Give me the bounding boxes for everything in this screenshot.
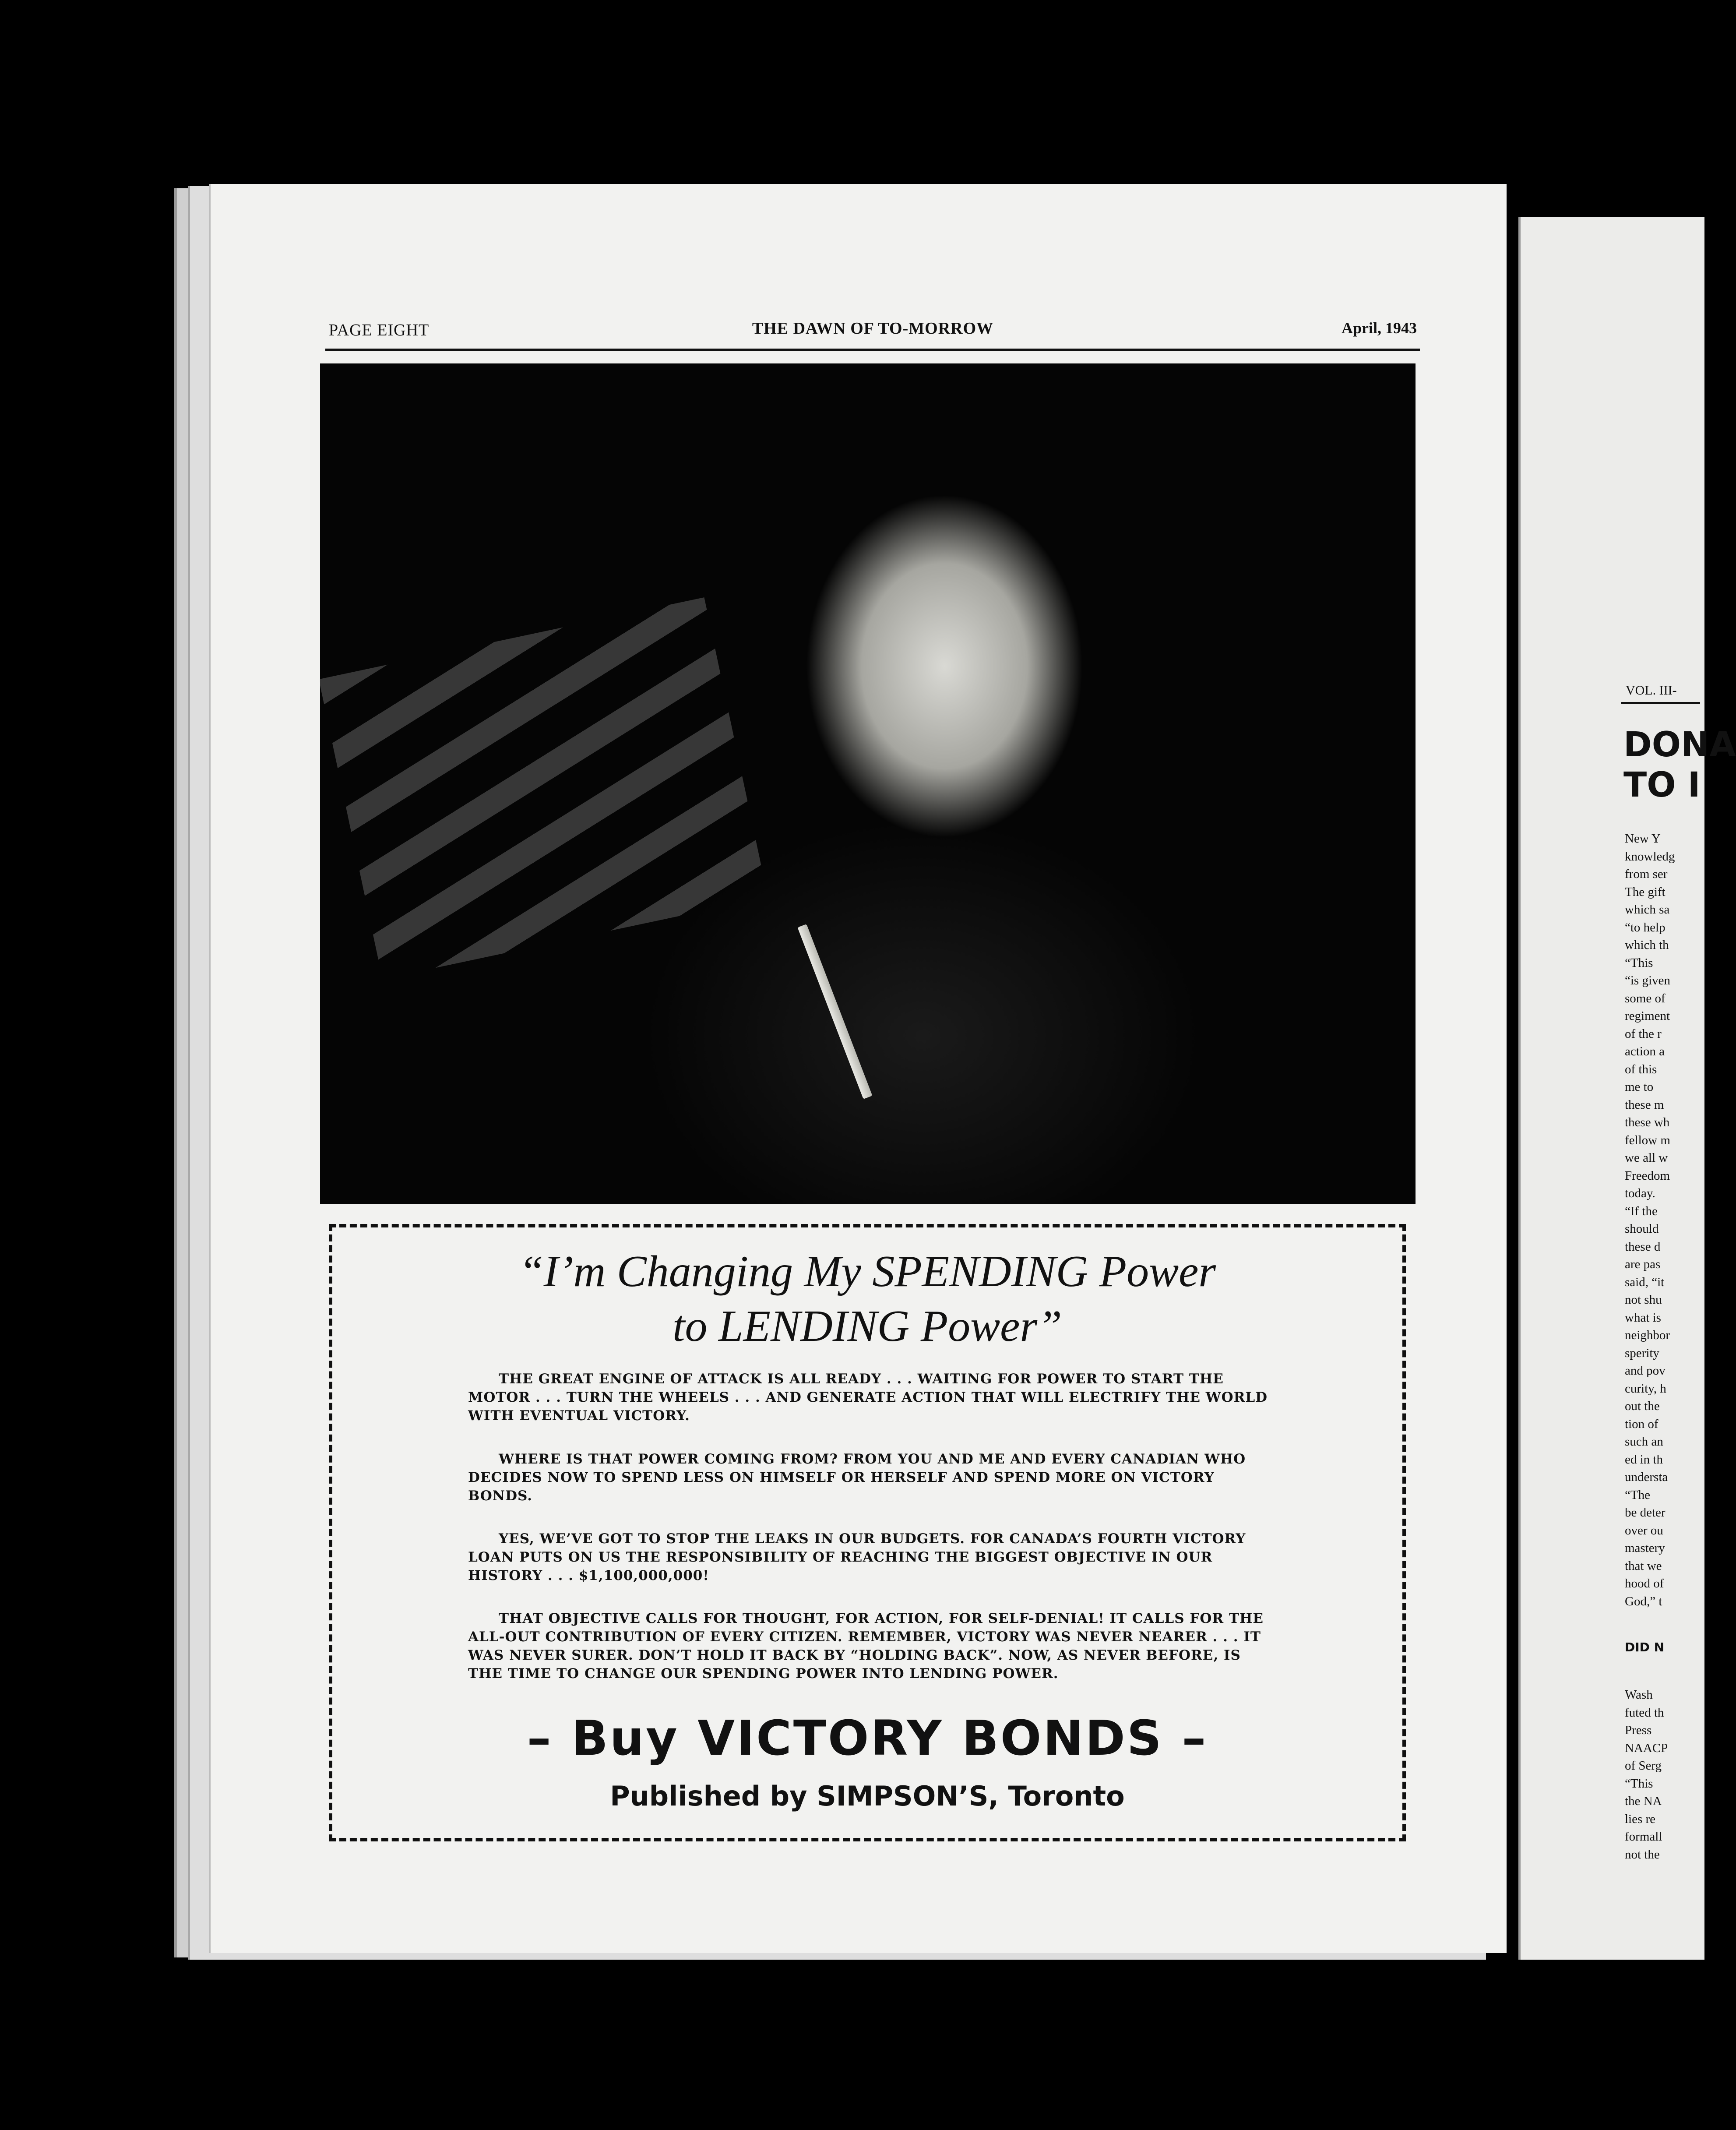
volume-label: VOL. III-	[1626, 683, 1677, 698]
ad-headline-line2: to LENDING Power”	[673, 1301, 1062, 1351]
column-line: knowledg	[1625, 849, 1675, 864]
column-line: “to help	[1625, 920, 1666, 935]
ad-publisher: Published by SIMPSON’S, Toronto	[610, 1780, 1125, 1812]
adjacent-page	[1518, 217, 1736, 1960]
column-line: “This	[1625, 956, 1653, 970]
header-rule	[325, 349, 1420, 351]
column-line: Freedom	[1625, 1168, 1670, 1183]
column-line: of this	[1625, 1062, 1657, 1076]
column-line: me to	[1625, 1080, 1654, 1094]
ad-paragraph: YES, WE’VE GOT TO STOP THE LEAKS IN OUR BUDGETS. FOR CANADA’S FOURTH VICTORY LOAN PUTS ON US THE RESPONSIBILITY OF REACHING THE BIGGEST OBJECTIVE IN OUR HISTORY . . . $1,100,000,000!	[468, 1531, 1246, 1583]
column-line: regiment	[1625, 1009, 1670, 1023]
advertisement-photo	[320, 363, 1416, 1204]
article-column	[1625, 1686, 1695, 1863]
column-line: Wash	[1625, 1688, 1653, 1702]
newspaper-title: THE DAWN OF TO-MORROW	[752, 319, 994, 338]
ad-slogan: – Buy VICTORY BONDS –	[527, 1710, 1208, 1766]
column-line: hood of	[1625, 1576, 1664, 1590]
column-line: mastery	[1625, 1541, 1665, 1555]
page-number: PAGE EIGHT	[329, 321, 430, 339]
column-line: fellow m	[1625, 1133, 1670, 1147]
column-line: NAACP	[1625, 1741, 1668, 1755]
column-line: which th	[1625, 938, 1669, 952]
column-line: such an	[1625, 1435, 1663, 1449]
column-line: sperity	[1625, 1346, 1659, 1360]
column-line: should	[1625, 1222, 1659, 1236]
column-line: said, “it	[1625, 1275, 1665, 1289]
column-line: today.	[1625, 1186, 1655, 1200]
column-line: over ou	[1625, 1523, 1663, 1538]
ad-paragraph: THE GREAT ENGINE OF ATTACK IS ALL READY . . . WAITING FOR POWER TO START THE MOTOR . . . TURN THE WHEELS . . . AND GENERATE ACTION THAT WILL ELECTRIFY THE WORLD WITH EVENTUAL VICTORY.	[468, 1371, 1268, 1424]
column-line: of Serg	[1625, 1759, 1662, 1773]
column-line: ed in th	[1625, 1452, 1663, 1467]
column-line: The gift	[1625, 885, 1666, 899]
column-line: action a	[1625, 1044, 1665, 1058]
column-line: these wh	[1625, 1115, 1670, 1129]
article-subheadline: DID N	[1625, 1640, 1665, 1654]
column-line: out the	[1625, 1399, 1660, 1413]
column-line: “This	[1625, 1776, 1653, 1791]
column-line: that we	[1625, 1559, 1662, 1573]
ad-paragraph: WHERE IS THAT POWER COMING FROM? FROM YOU AND ME AND EVERY CANADIAN WHO DECIDES NOW TO SPEND LESS ON HIMSELF OR HERSELF AND SPEND MORE ON VICTORY BONDS.	[468, 1451, 1246, 1504]
ad-paragraph: THAT OBJECTIVE CALLS FOR THOUGHT, FOR ACTION, FOR SELF-DENIAL! IT CALLS FOR THE ALL-OUT CONTRIBUTION OF EVERY CITIZEN. REMEMBER, VICTORY WAS NEVER NEARER . . . IT WAS NEVER SURER. DON’T HOLD IT BACK BY “HOLDING BACK”. NOW, AS NEVER BEFORE, IS THE TIME TO CHANGE OUR SPENDING POWER INTO LENDING POWER.	[468, 1611, 1264, 1682]
column-line: be deter	[1625, 1506, 1666, 1520]
column-line: what is	[1625, 1310, 1661, 1325]
column-line: “If the	[1625, 1204, 1658, 1218]
issue-date: April, 1943	[1341, 319, 1417, 337]
column-line: neighbor	[1625, 1328, 1670, 1342]
ad-headline-line1: “I’m Changing My SPENDING Power	[518, 1247, 1216, 1296]
column-line: tion of	[1625, 1417, 1659, 1431]
column-line: which sa	[1625, 903, 1670, 917]
column-line: not the	[1625, 1847, 1660, 1862]
article-column	[1625, 830, 1695, 1610]
column-line: curity, h	[1625, 1381, 1666, 1396]
column-line: lies re	[1625, 1812, 1656, 1826]
column-line: futed th	[1625, 1705, 1664, 1720]
advertisement-box	[329, 1224, 1406, 1841]
column-line: God,” t	[1625, 1594, 1662, 1608]
column-line: Press	[1625, 1723, 1652, 1737]
column-line: from ser	[1625, 867, 1668, 881]
column-line: we all w	[1625, 1151, 1668, 1165]
column-line: are pas	[1625, 1257, 1661, 1271]
column-line: New Y	[1625, 832, 1661, 846]
column-line: “The	[1625, 1488, 1650, 1502]
column-line: formall	[1625, 1830, 1662, 1844]
newspaper-page	[209, 184, 1507, 1953]
column-line: not shu	[1625, 1293, 1662, 1307]
page-header	[329, 315, 1417, 346]
article-headline: DONA TO I	[1623, 725, 1736, 805]
column-line: these m	[1625, 1097, 1664, 1112]
column-line: “is given	[1625, 973, 1670, 987]
column-line: the NA	[1625, 1794, 1662, 1808]
column-line: these d	[1625, 1239, 1661, 1254]
column-line: of the r	[1625, 1026, 1662, 1041]
flag-background	[319, 597, 768, 979]
column-line: understa	[1625, 1470, 1668, 1484]
column-line: some of	[1625, 991, 1666, 1005]
column-line: and pov	[1625, 1364, 1666, 1378]
pencil-image	[797, 924, 872, 1099]
header-rule	[1621, 702, 1700, 704]
